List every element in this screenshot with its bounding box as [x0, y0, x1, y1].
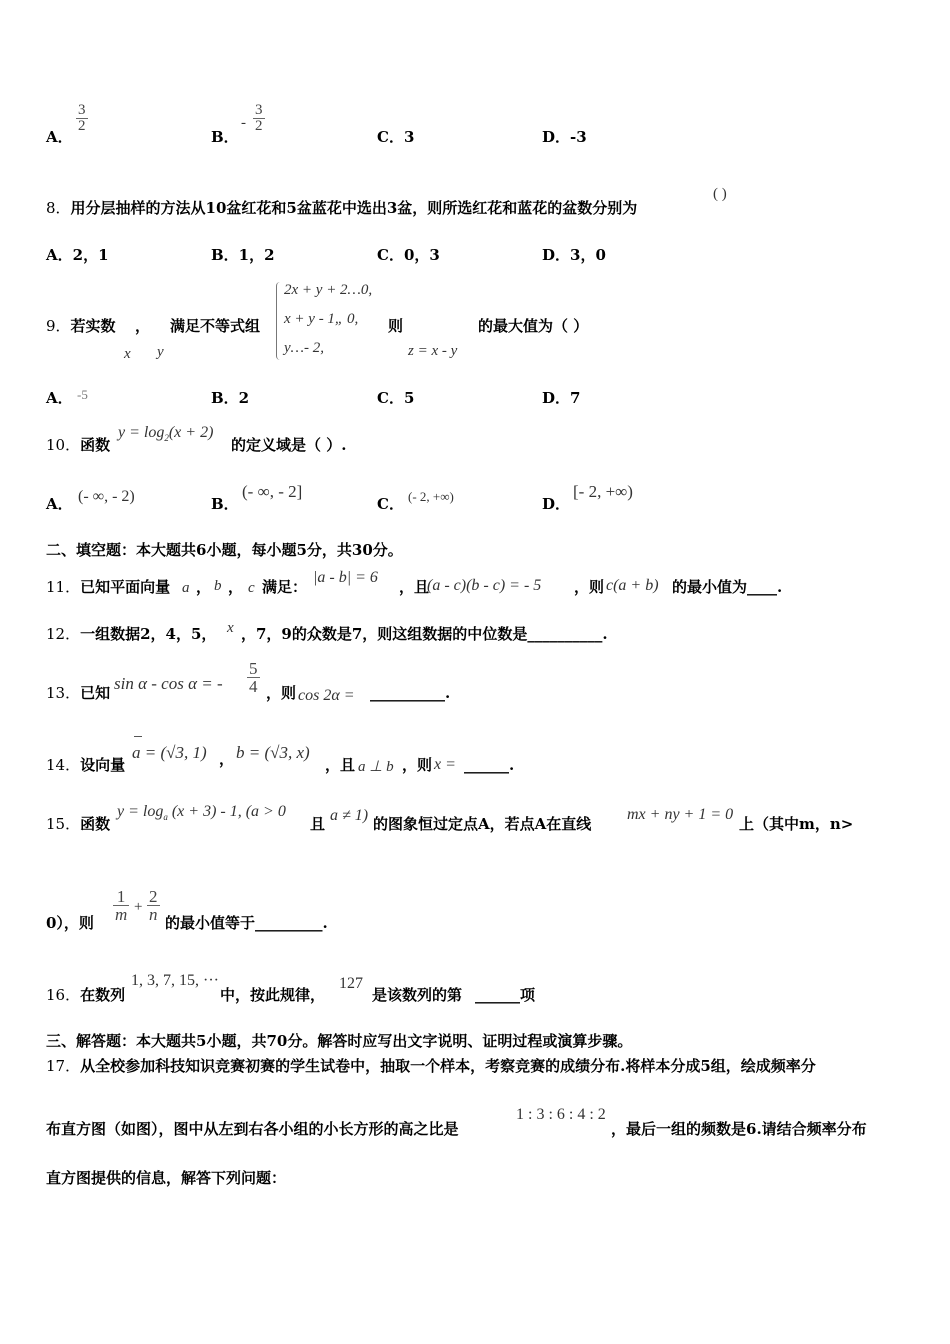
q13-condition: sin α - cos α = - — [114, 674, 223, 693]
q15-line2-start: 0），则 — [46, 914, 94, 932]
q11-stem-start: 11．已知平面向量 — [46, 578, 171, 596]
q9-var-y: y — [157, 344, 164, 360]
q16-blank: ______项 — [475, 986, 536, 1004]
q12-var-x: x — [227, 620, 234, 636]
q15-and: 且 — [310, 815, 326, 833]
q12-stem-start: 12．一组数据2，4，5， — [46, 625, 217, 643]
q10-option-d: D． — [542, 495, 571, 513]
q15-fraction-1: $\frac{1}{m}$ — [115, 887, 128, 924]
q10-option-c-value: (- 2, +∞) — [408, 489, 454, 504]
q14-vector-a-arrow — [134, 736, 142, 737]
q14-and: ，且 — [325, 756, 356, 774]
q10-formula: $y = \log_2(x + 2)$ — [118, 424, 214, 444]
q10-stem-start: 10．函数 — [46, 436, 111, 454]
q7-option-b-fraction: $\frac{3}{2}$ — [255, 102, 263, 134]
q12-stem-end: ，7，9的众数是7，则这组数据的中位数是__________. — [241, 625, 608, 643]
q13-then: ，则 — [266, 684, 297, 702]
q10-option-a: A． — [46, 495, 73, 513]
section-3-heading: 三、解答题：本大题共5小题，共70分。解答时应写出文字说明、证明过程或演算步骤。 — [46, 1032, 633, 1050]
q7-option-b-sign: - — [241, 115, 246, 131]
q11-comma-2: ， — [228, 578, 244, 596]
q11-target-expr: c(a + b) — [606, 577, 659, 594]
q9-option-a: A． — [46, 389, 73, 407]
q16-stem-mid: 中，按此规律， — [220, 986, 326, 1004]
q10-option-a-value: (- ∞, - 2) — [78, 488, 135, 505]
q7-option-a: A． — [46, 128, 73, 146]
q14-vector-b: b = (√3, x) — [236, 743, 310, 762]
q10-stem-end: 的定义域是（ ）. — [231, 436, 347, 454]
q14-perp: a ⊥ b — [358, 759, 394, 775]
q9-option-a-value: -5 — [77, 387, 88, 402]
q11-vector-b: b — [214, 578, 222, 594]
q9-var-x: x — [124, 346, 131, 362]
q15-fraction-2: $\frac{2}{n}$ — [149, 887, 158, 924]
q11-satisfy: 满足： — [262, 578, 308, 596]
q11-vector-c: c — [248, 580, 255, 596]
q14-stem-start: 14．设向量 — [46, 756, 126, 774]
q14-x-eq: x = — [434, 756, 456, 773]
q13-stem-start: 13．已知 — [46, 684, 111, 702]
q11-comma-1: ， — [196, 578, 212, 596]
q11-then: ，则 — [574, 578, 605, 596]
q10-option-b: B． — [211, 495, 239, 513]
q9-system-brace — [276, 282, 280, 360]
q13-fraction: $\frac{5}{4}$ — [249, 659, 258, 696]
q9-option-b: B．2 — [211, 389, 250, 407]
q8-option-d: D．3，0 — [542, 246, 606, 264]
q14-vector-a: a = (√3, 1) — [132, 743, 207, 762]
q9-then: 则 — [388, 317, 404, 335]
q9-stem-mid: 满足不等式组 — [170, 317, 261, 335]
q15-line-equation: mx + ny + 1 = 0 — [627, 806, 734, 823]
q15-condition: a ≠ 1) — [330, 807, 369, 824]
q8-answer-paren: ( ) — [713, 186, 727, 202]
q7-option-b: B． — [211, 128, 239, 146]
q15-formula: $y = \log_a (x + 3) - 1$, (a > 0 — [117, 803, 286, 823]
q13-blank: __________. — [370, 684, 451, 702]
q7-option-a-fraction: $\frac{3}{2}$ — [78, 102, 86, 134]
q16-stem-end: 是该数列的第 — [372, 986, 463, 1004]
q15-plus: + — [134, 899, 143, 915]
q10-option-b-value: (- ∞, - 2] — [242, 482, 303, 501]
q17-line-1: 17．从全校参加科技知识竞赛初赛的学生试卷中，抽取一个样本，考察竞赛的成绩分布.将样本分成5组，绘成频率分 — [46, 1057, 816, 1075]
q10-option-d-value: [- 2, +∞) — [573, 482, 633, 501]
q9-ineq-3: y…- 2, — [284, 340, 324, 356]
q9-comma: ， — [135, 317, 151, 335]
q11-abs-condition: |a - b| = 6 — [313, 569, 378, 586]
q11-and: ，且 — [399, 578, 430, 596]
q9-stem-start: 9．若实数 — [46, 317, 116, 335]
q16-value: 127 — [339, 975, 363, 992]
q14-blank: ______. — [464, 756, 515, 774]
q8-stem: 8．用分层抽样的方法从10盆红花和5盆蓝花中选出3盆，则所选红花和蓝花的盆数分别为 — [46, 199, 638, 217]
q7-option-d: D．-3 — [542, 128, 587, 146]
q15-line2-end: 的最小值等于_________. — [165, 914, 328, 932]
q16-sequence: 1, 3, 7, 15, ··· — [131, 972, 219, 989]
section-2-heading: 二、填空题：本大题共6小题，每小题5分，共30分。 — [46, 541, 403, 559]
q14-then: ，则 — [402, 756, 433, 774]
q14-comma: ， — [219, 750, 235, 768]
q15-stem-start: 15．函数 — [46, 815, 111, 833]
q9-stem-end: 的最大值为（ ） — [478, 317, 589, 335]
q17-line-2-end: ，最后一组的频数是6.请结合频率分布 — [611, 1120, 867, 1138]
q17-ratio: 1 : 3 : 6 : 4 : 2 — [516, 1106, 606, 1123]
q17-line-2-start: 布直方图（如图），图中从左到右各小组的小长方形的高之比是 — [46, 1120, 459, 1138]
q9-ineq-2: x + y - 1„ 0, — [284, 311, 359, 327]
q8-option-b: B．1，2 — [211, 246, 275, 264]
q8-option-a: A．2，1 — [46, 246, 109, 264]
q9-option-c: C．5 — [377, 389, 415, 407]
q13-target-expr: cos 2α = — [298, 687, 355, 704]
q11-vector-a: a — [182, 580, 190, 596]
q9-ineq-1: 2x + y + 2…0, — [284, 282, 373, 298]
q16-stem-start: 16．在数列 — [46, 986, 126, 1004]
q7-option-c: C．3 — [377, 128, 415, 146]
q15-stem-mid: 的图象恒过定点A，若点A在直线 — [373, 815, 592, 833]
q9-option-d: D．7 — [542, 389, 581, 407]
q17-line-3: 直方图提供的信息，解答下列问题： — [46, 1169, 287, 1187]
q10-option-c: C． — [377, 495, 404, 513]
q11-dot-condition: (a - c)(b - c) = - 5 — [427, 577, 542, 594]
q8-option-c: C．0，3 — [377, 246, 440, 264]
q9-target-expr: z = x - y — [408, 343, 458, 359]
q11-stem-end: 的最小值为____. — [672, 578, 783, 596]
q15-stem-tail: 上（其中m，n> — [739, 815, 854, 833]
